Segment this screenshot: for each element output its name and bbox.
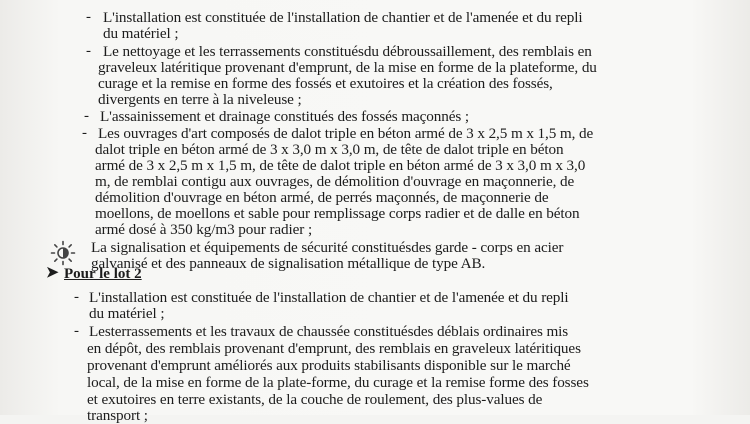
list-item-line: transport ; bbox=[87, 407, 148, 424]
list-item-line: m, de remblai contigu aux ouvrages, de démolition d'ouvrage en maçonnerie, de bbox=[95, 173, 575, 190]
list-item-line: L'installation est constituée de l'installation de chantier et de l'amenée et du repli bbox=[103, 9, 583, 26]
list-item-line: provenant d'emprunt améliorés aux produits stabilisants disponible sur le marché bbox=[87, 357, 571, 374]
sun-icon bbox=[50, 240, 76, 266]
arrow-bullet-icon: ➤ bbox=[46, 265, 59, 281]
list-item-line: curage et la remise en forme des fossés et exutoires et la création des fossés, bbox=[98, 75, 553, 92]
list-item-line: divergents en terre à la niveleuse ; bbox=[98, 91, 302, 108]
list-dash: - bbox=[86, 43, 91, 59]
list-dash: - bbox=[74, 289, 79, 305]
list-dash: - bbox=[84, 108, 89, 124]
list-item-line: du matériel ; bbox=[89, 305, 165, 322]
list-dash: - bbox=[86, 9, 91, 25]
list-item-line: Lesterrassements et les travaux de chaussée constituésdes déblais ordinaires mis bbox=[89, 323, 569, 340]
list-item-line: en dépôt, des remblais provenant d'emprunt, des remblais en graveleux latéritiques bbox=[87, 340, 581, 357]
list-dash: - bbox=[82, 125, 87, 141]
list-item-line: graveleux latéritique provenant d'emprunt, de la mise en forme de la plateforme, du bbox=[98, 59, 597, 76]
list-item-line: dalot triple en béton armé de 3 x 3,0 m x 3,0 m, de tête de dalot triple en béton bbox=[95, 141, 564, 158]
list-item-line: La signalisation et équipements de sécurité constituésdes garde - corps en acier bbox=[91, 239, 564, 256]
list-item-line: Le nettoyage et les terrassements constituésdu débroussaillement, des remblais en bbox=[103, 43, 592, 60]
list-item-line: Les ouvrages d'art composés de dalot triple en béton armé de 3 x 2,5 m x 1,5 m, de bbox=[98, 125, 594, 142]
list-item-line: moellons, de moellons et sable pour remplissage corps radier et de dalle en béton bbox=[95, 205, 580, 222]
list-item-line: galvanisé et des panneaux de signalisation métallique de type AB. bbox=[91, 255, 486, 272]
list-item-line: et exutoires en terre existants, de la couche de roulement, des plus-values de bbox=[87, 391, 543, 408]
list-item-line: L'assainissement et drainage constitués des fossés maçonnés ; bbox=[100, 108, 470, 125]
list-item-line: L'installation est constituée de l'installation de chantier et de l'amenée et du repli bbox=[89, 289, 569, 306]
list-item-line: armé dosé à 350 kg/m3 pour radier ; bbox=[95, 221, 313, 238]
list-item-line: local, de la mise en forme de la plate-forme, du curage et la remise forme des fosses bbox=[87, 374, 589, 391]
list-item-line: armé de 3 x 2,5 m x 1,5 m, de tête de dalot triple en béton armé de 3 x 3,0 m x 3,0 bbox=[95, 157, 586, 174]
section-heading: Pour le lot 2 bbox=[64, 266, 142, 282]
list-dash: - bbox=[74, 323, 79, 339]
list-item-line: du matériel ; bbox=[103, 25, 179, 42]
list-item-line: démolition d'ouvrage en béton armé, de perrés maçonnés, de maçonnerie de bbox=[95, 189, 549, 206]
